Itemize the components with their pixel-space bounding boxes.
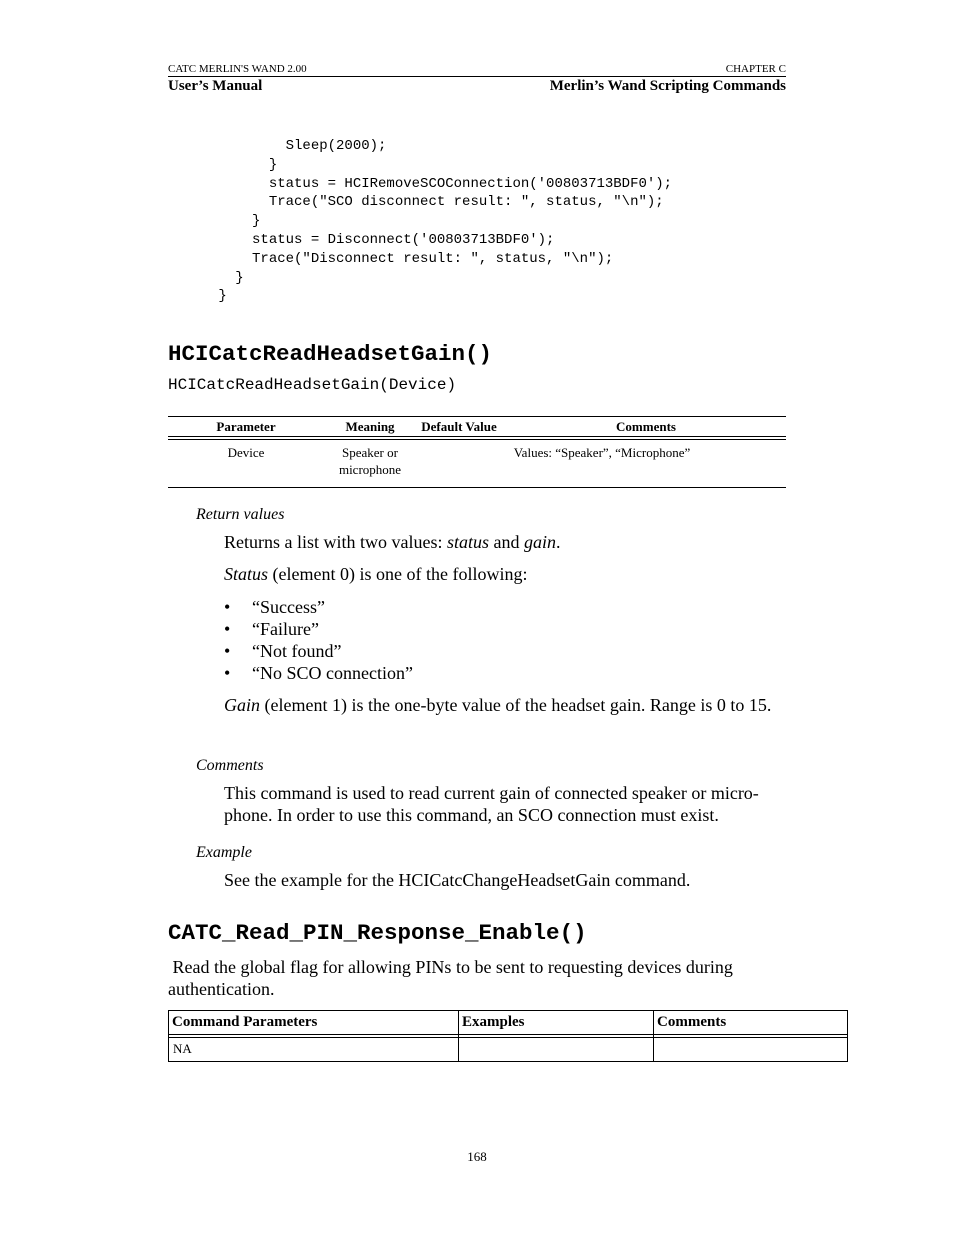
table-divider (458, 1010, 459, 1061)
code-line: status = HCIRemoveSCOConnection('00803713BDF0'); (168, 175, 673, 192)
section-heading-read-headset-gain: HCICatcReadHeadsetGain() (168, 341, 493, 367)
return-values-label: Return values (196, 506, 285, 523)
page-number: 168 (467, 1149, 487, 1164)
cell-meaning-line: microphone (338, 462, 402, 477)
bullet-icon: • (224, 641, 231, 661)
cell-meaning-line: Speaker or (342, 445, 398, 460)
header-rule (168, 76, 786, 77)
text-run-italic: status (446, 532, 489, 552)
return-values-intro (224, 531, 784, 553)
list-item (224, 618, 413, 640)
column-header-command-parameters: Command Parameters (172, 1014, 318, 1030)
column-header-default-value: Default Value (421, 419, 497, 434)
code-line: } (168, 156, 278, 173)
text-run-italic: Status (224, 564, 269, 584)
text-run: . (556, 532, 561, 552)
table-rule (168, 1037, 848, 1038)
code-listing (168, 137, 672, 306)
cell-meaning (328, 444, 412, 478)
cell-comments: Values: “Speaker”, “Microphone” (513, 445, 691, 460)
command-parameters-table (168, 1010, 848, 1061)
text-run-italic: Gain (224, 695, 260, 715)
code-line: Trace("SCO disconnect result: ", status, "\n"); (168, 194, 664, 211)
bullet-icon: • (224, 619, 231, 639)
code-line: status = Disconnect('00803713BDF0'); (168, 231, 555, 248)
section-intro: Read the global flag for allowing PINs to be sent to requesting devices during authentication. (168, 957, 738, 999)
gain-description (224, 694, 784, 716)
list-item (224, 662, 413, 684)
status-description (224, 563, 784, 585)
table-rule (168, 416, 786, 417)
list-item-text: “Not found” (252, 641, 342, 661)
table-rule (168, 1034, 848, 1035)
function-signature: HCICatcReadHeadsetGain(Device) (168, 376, 457, 394)
list-item (224, 596, 413, 618)
text-run: Returns a list with two values: (224, 532, 447, 552)
status-values-list (224, 596, 413, 684)
comments-text: This command is used to read current gain of connected speaker or micro-phone. In order to use this command, an SCO connection must exist. (224, 783, 759, 825)
column-header-comments: Comments (616, 419, 676, 434)
column-header-comments: Comments (657, 1014, 727, 1030)
running-header-manual: User’s Manual (168, 78, 263, 94)
code-line: } (168, 269, 244, 286)
running-header-product: CATC MERLIN'S WAND 2.00 (168, 63, 307, 75)
comments-label: Comments (196, 757, 264, 774)
table-rule (168, 436, 786, 437)
code-line: Trace("Disconnect result: ", status, "\n"); (168, 250, 614, 267)
cell-parameter: Device (227, 445, 265, 460)
section-heading-read-pin-response-enable: CATC_Read_PIN_Response_Enable() (168, 920, 587, 946)
bullet-icon: • (224, 663, 231, 683)
column-header-examples: Examples (462, 1014, 525, 1030)
table-divider (653, 1010, 654, 1061)
list-item-text: “Success” (252, 597, 325, 617)
list-item-text: “Failure” (252, 619, 319, 639)
column-header-parameter: Parameter (216, 419, 276, 434)
running-header-section: Merlin’s Wand Scripting Commands (549, 78, 786, 94)
code-line: Sleep(2000); (168, 138, 387, 154)
text-run: (element 0) is one of the following: (268, 564, 528, 584)
cell-command-parameters: NA (173, 1041, 192, 1056)
list-item-text: “No SCO connection” (252, 663, 413, 683)
example-label: Example (196, 844, 252, 861)
text-run: and (489, 532, 524, 552)
table-rule (168, 439, 786, 440)
bullet-icon: • (224, 597, 231, 617)
text-run-italic: gain (524, 532, 557, 552)
running-header-chapter: CHAPTER C (725, 63, 786, 75)
text-run: (element 1) is the one-byte value of the headset gain. Range is 0 to 15. (260, 695, 772, 715)
column-header-meaning: Meaning (345, 419, 395, 434)
example-text: See the example for the HCICatcChangeHeadsetGain command. (224, 870, 691, 890)
code-line: } (168, 213, 261, 230)
list-item (224, 640, 413, 662)
table-rule (168, 487, 786, 488)
code-line: } (168, 288, 227, 305)
